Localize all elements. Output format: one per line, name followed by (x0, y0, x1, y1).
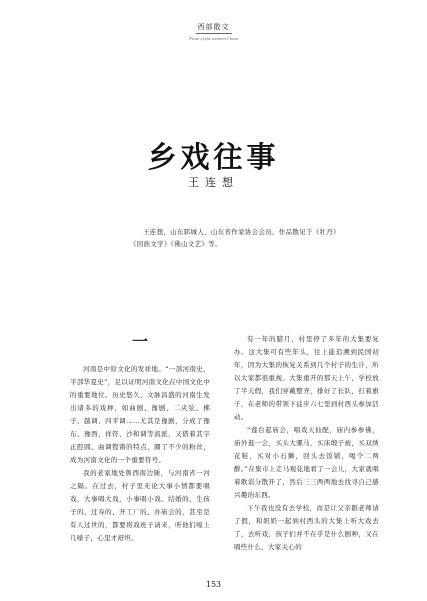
series-subtitle: Prose of the western China (189, 36, 238, 41)
author-bio: 王连想，山东郓城人，山东省作家协会会员，作品散见于《牡丹》《回族文学》《佛山文艺》等。 (130, 228, 340, 248)
series-title: 西部散文 (196, 22, 232, 34)
paragraph: 下午我也没有去学校，而是让父亲跟老师请了假，和奶奶一起到村西头的大集上听大戏去了，去听戏，孩子们并不在乎是什么剧种，又在唱些什么，大家关心的 (234, 504, 379, 551)
article-title: 乡戏往事 (147, 140, 280, 174)
paragraph: 河南是中原文化的发祥地。“一部河南史，半部华夏史”，足以证明河南文化在中国文化中的重要地位。历史悠久、文脉昌盛的河南生发出诸多的戏种，如曲剧、豫剧、二夹弦、梆子、越调、四平调……尤其是豫剧，分成了豫东、豫西、祥符、沙和调等流派，又借着其字正腔圆、曲调铿锵的特点，圈了不少的粉丝，成为河南文化的一个重要符号。 (70, 365, 210, 464)
body-column-right (234, 333, 379, 554)
author-name: 王连想 (188, 176, 239, 189)
page-number: 153 (205, 580, 222, 589)
paragraph: 我的老家地处鲁西南边陲，与河南省一河之隔。在过去，村子里无论大事小情都要唱戏，大事唱大戏，小事唱小戏。结婚的、生孩子的、过寿的、开工厂的、办庙会的，甚至是有人过世的，都要将戏班子请来，听他们嚎上几嗓子，心里才舒坦。 (70, 469, 210, 542)
section-number: 一 (131, 332, 148, 351)
paragraph: 有一年的腊月，村里停了多年的大集要复办。这大集可有些年头，往上能追溯到民国初年，因为大集的恢复关系到几个村子的生计，所以大家都很重视。大集重开的那天上午，学校放了半天假，我们穿戴整齐，排好了长队，打着旗子，在老师的带领下徒步六七里到村西头参加活动。 (234, 335, 379, 421)
body-column-left (70, 333, 210, 545)
running-header (0, 14, 427, 41)
paragraph: “莲台起庙会，唱戏天仙配，庙内参参佛，庙外逛一会，买头大骡马，买床缎子被，买双绣花鞋，买对小石狮，回头去饭铺，喝个二两醉。”在集市上走马观花地看了一会儿，大家就唱着歌谣分散开了，然后三三两两地去找寻自己感兴趣的东西。 (234, 426, 379, 499)
